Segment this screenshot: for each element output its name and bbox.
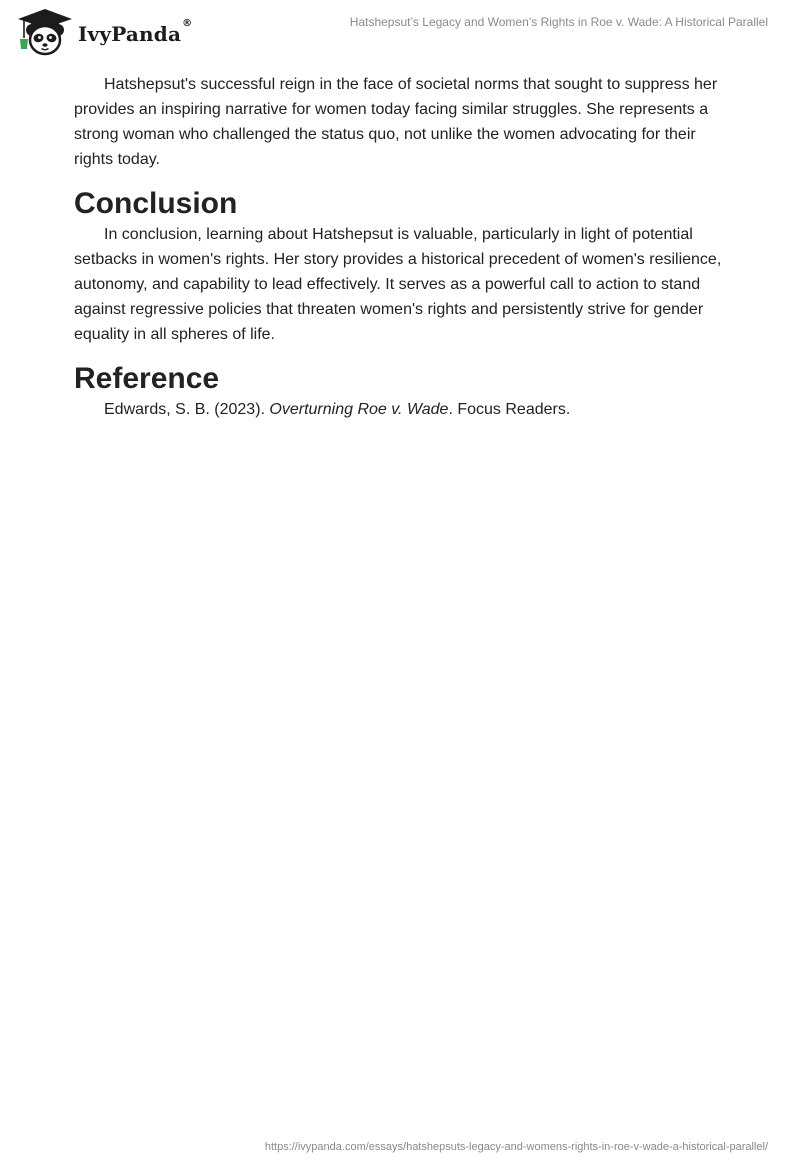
ivypanda-logo[interactable] — [16, 7, 192, 57]
page-header — [0, 0, 800, 64]
essay-content — [74, 72, 734, 422]
reference-title: Overturning Roe v. Wade — [269, 401, 449, 418]
logo-wordmark — [78, 18, 193, 46]
intro-paragraph: Hatshepsut's successful reign in the face of societal norms that sought to suppress her provides an inspiring narrative for women today facing similar struggles. She represents a strong woman who challenged the status quo, not unlike the women advocating for their rights today. — [74, 76, 718, 168]
footer-source-url[interactable]: https://ivypanda.com/essays/hatshepsuts-legacy-and-womens-rights-in-roe-v-wade-a-historical-parallel/ — [264, 1141, 768, 1153]
reference-author-year: Edwards, S. B. (2023). — [104, 401, 270, 418]
panda-graduate-logo-icon — [16, 7, 74, 57]
reference-heading: Reference — [74, 362, 220, 395]
conclusion-paragraph: In conclusion, learning about Hatshepsut is valuable, particularly in light of potential setbacks in women's rights. Her story provides a historical precedent of women's resilience, autonomy, and capability to lead effectively. It serves as a powerful call to action to stand against regressive policies that threaten women's rights and persistently strive for gender equality in all spheres of life. — [74, 226, 722, 343]
logo-wordmark-text: IvyPanda — [78, 22, 182, 46]
running-title: Hatshepsut’s Legacy and Women’s Rights in Roe v. Wade: A Historical Parallel — [349, 15, 768, 29]
conclusion-heading: Conclusion — [74, 187, 238, 220]
registered-mark: ® — [182, 18, 193, 29]
reference-publisher: . Focus Readers. — [448, 401, 571, 418]
reference-entry — [74, 397, 734, 422]
